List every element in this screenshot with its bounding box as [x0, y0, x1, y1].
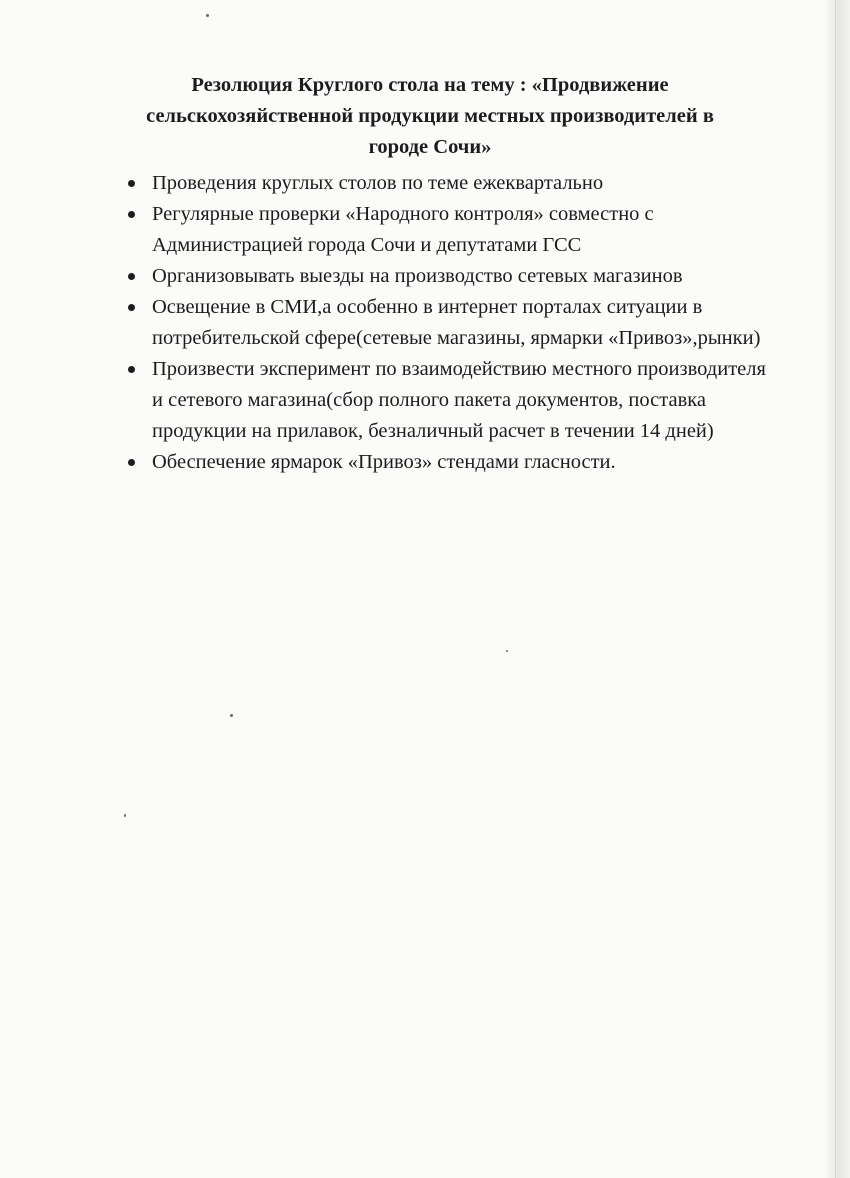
list-item [120, 168, 770, 199]
scan-edge-line [835, 0, 836, 1178]
title-line: сельскохозяйственной продукции местных производителей в [146, 105, 714, 127]
list-item [120, 292, 770, 354]
scan-edge-shadow [824, 0, 850, 1178]
scan-speck [230, 714, 233, 717]
bullet-icon [128, 211, 135, 218]
list-item-text: Регулярные проверки «Народного контроля» совместно с Администрацией города Сочи и депутатами ГСС [152, 203, 654, 256]
title-line: Резолюция Круглого стола на тему : «Продвижение [191, 74, 669, 96]
list-item-text: Обеспечение ярмарок «Привоз» стендами гласности. [152, 451, 616, 473]
list-item [120, 354, 770, 447]
scan-speck [206, 14, 209, 17]
bullet-icon [128, 459, 135, 466]
bullet-icon [128, 273, 135, 280]
list-item-text: Проведения круглых столов по теме ежеквартально [152, 172, 604, 194]
list-item-text: Организовывать выезды на производство сетевых магазинов [152, 265, 683, 287]
bullet-icon [128, 180, 135, 187]
list-item [120, 199, 770, 261]
document-title [60, 70, 800, 163]
bullet-icon [128, 366, 135, 373]
list-item [120, 261, 770, 292]
list-item [120, 447, 770, 478]
scan-speck [124, 814, 126, 817]
title-line: городе Сочи» [368, 136, 492, 158]
bullet-icon [128, 304, 135, 311]
scan-speck [506, 650, 508, 652]
list-item-text: Произвести эксперимент по взаимодействию местного производителя и сетевого магазина(сбор полного пакета документов, поставка продукции на прилавок, безналичный расчет в течении 14 дней) [152, 358, 766, 442]
resolution-list [120, 168, 770, 478]
list-item-text: Освещение в СМИ,а особенно в интернет порталах ситуации в потребительской сфере(сетевые магазины, ярмарки «Привоз»,рынки) [152, 296, 761, 349]
